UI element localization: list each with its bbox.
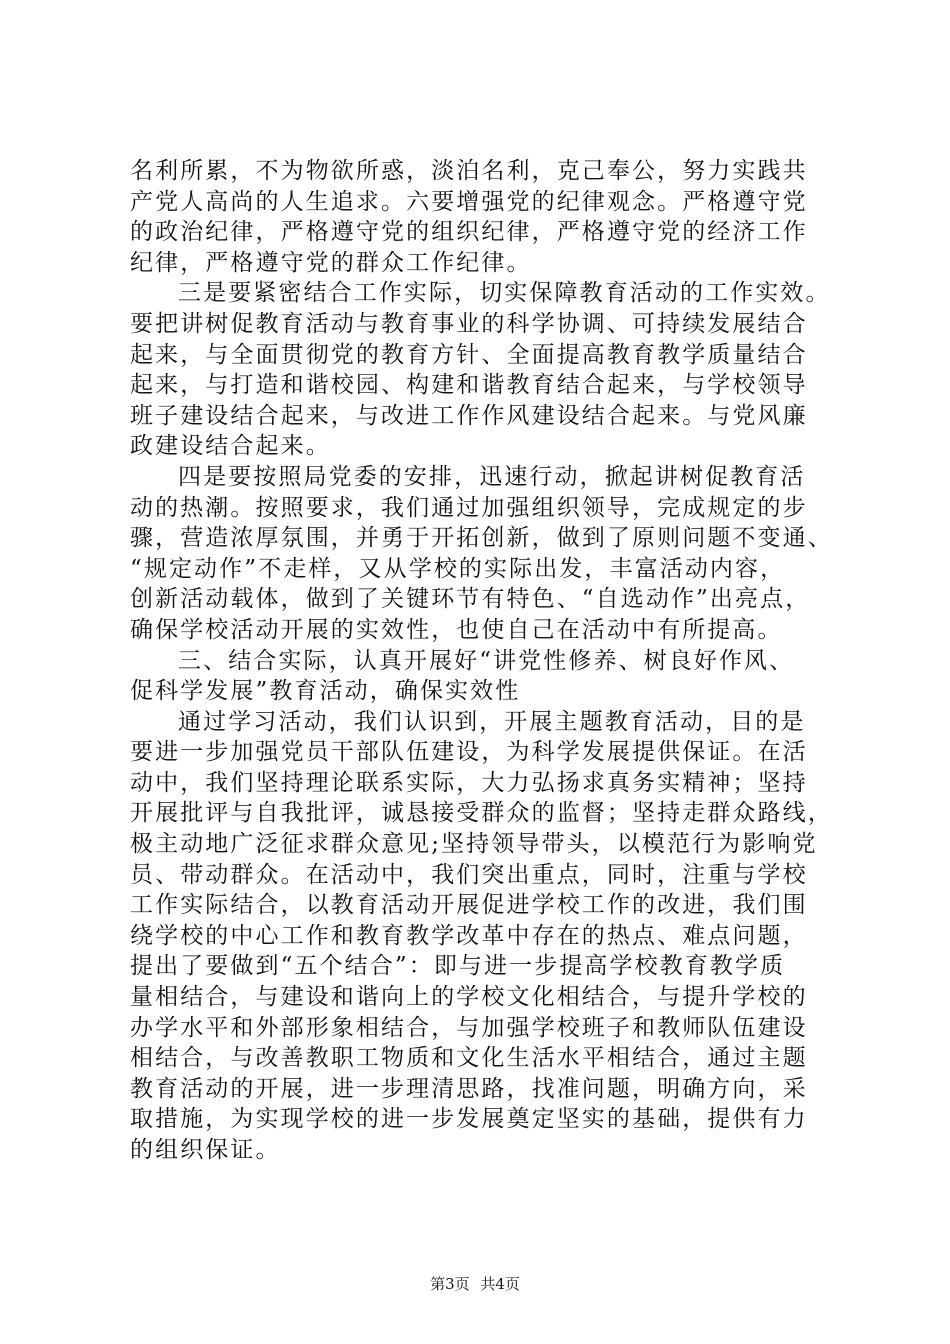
page-number: 第3页 bbox=[430, 1275, 470, 1293]
text-line: 要把讲树促教育活动与教育事业的科学协调、可持续发展结合 bbox=[130, 310, 808, 337]
text-line: 起来，与打造和谐校园、构建和谐教育结合起来，与学校领导 bbox=[130, 372, 808, 399]
text-line: 要进一步加强党员干部队伍建设，为科学发展提供保证。在活 bbox=[130, 739, 808, 766]
text-line: 极主动地广泛征求群众意见;坚持领导带头，以模范行为影响党 bbox=[130, 831, 818, 858]
text-line: 动的热潮。按照要求，我们通过加强组织领导，完成规定的步 bbox=[130, 494, 808, 521]
text-line: 办学水平和外部形象相结合，与加强学校班子和教师队伍建设 bbox=[130, 1014, 808, 1041]
text-line: 促科学发展”教育活动，确保实效性 bbox=[130, 678, 521, 705]
text-line: “规定动作”不走样，又从学校的实际出发，丰富活动内容， bbox=[130, 555, 786, 582]
text-line: 班子建设结合起来，与改进工作作风建设结合起来。与党风廉 bbox=[130, 402, 808, 429]
text-line: 开展批评与自我批评，诚恳接受群众的监督；坚持走群众路线， bbox=[130, 800, 833, 827]
text-line: 起来，与全面贯彻党的教育方针、全面提高教育教学质量结合 bbox=[130, 341, 808, 368]
text-line: 产党人高尚的人生追求。六要增强党的纪律观念。严格遵守党 bbox=[130, 188, 808, 215]
text-line: 创新活动载体，做到了关键环节有特色、“自选动作”出亮点， bbox=[130, 586, 811, 613]
text-line: 取措施，为实现学校的进一步发展奠定坚实的基础，提供有力 bbox=[130, 1106, 808, 1133]
text-line: 政建设结合起来。 bbox=[130, 433, 331, 460]
text-line: 教育活动的开展，进一步理清思路，找准问题，明确方向，采 bbox=[130, 1075, 808, 1102]
page-total: 共4页 bbox=[480, 1275, 520, 1293]
page-footer bbox=[0, 1274, 950, 1294]
text-line: 提出了要做到“五个结合”：即与进一步提高学校教育教学质 bbox=[130, 953, 786, 980]
text-line: 确保学校活动开展的实效性，也使自己在活动中有所提高。 bbox=[130, 616, 783, 643]
text-line: 员、带动群众。在活动中，我们突出重点，同时，注重与学校 bbox=[130, 861, 808, 888]
text-line: 绕学校的中心工作和教育教学改革中存在的热点、难点问题， bbox=[130, 922, 808, 949]
text-line: 的组织保证。 bbox=[130, 1137, 281, 1163]
text-line: 骤，营造浓厚氛围，并勇于开拓创新，做到了原则问题不变通、 bbox=[130, 525, 833, 552]
text-line: 的政治纪律，严格遵守党的组织纪律，严格遵守党的经济工作 bbox=[130, 219, 808, 246]
text-line: 三、结合实际，认真开展好“讲党性修养、树良好作风、 bbox=[178, 647, 795, 674]
document-body bbox=[130, 156, 850, 1166]
text-line: 相结合，与改善教职工物质和文化生活水平相结合，通过主题 bbox=[130, 1045, 808, 1072]
text-line: 三是要紧密结合工作实际，切实保障教育活动的工作实效。 bbox=[178, 280, 831, 307]
text-line: 量相结合，与建设和谐向上的学校文化相结合，与提升学校的 bbox=[130, 984, 808, 1011]
text-line: 工作实际结合，以教育活动开展促进学校工作的改进，我们围 bbox=[130, 892, 808, 919]
text-line: 纪律，严格遵守党的群众工作纪律。 bbox=[130, 249, 532, 276]
text-line: 通过学习活动，我们认识到，开展主题教育活动，目的是 bbox=[178, 708, 806, 735]
text-line: 四是要按照局党委的安排，迅速行动，掀起讲树促教育活 bbox=[178, 463, 806, 490]
text-line: 动中，我们坚持理论联系实际，大力弘扬求真务实精神；坚持 bbox=[130, 769, 808, 796]
text-line: 名利所累，不为物欲所惑，淡泊名利，克己奉公，努力实践共 bbox=[130, 158, 808, 184]
